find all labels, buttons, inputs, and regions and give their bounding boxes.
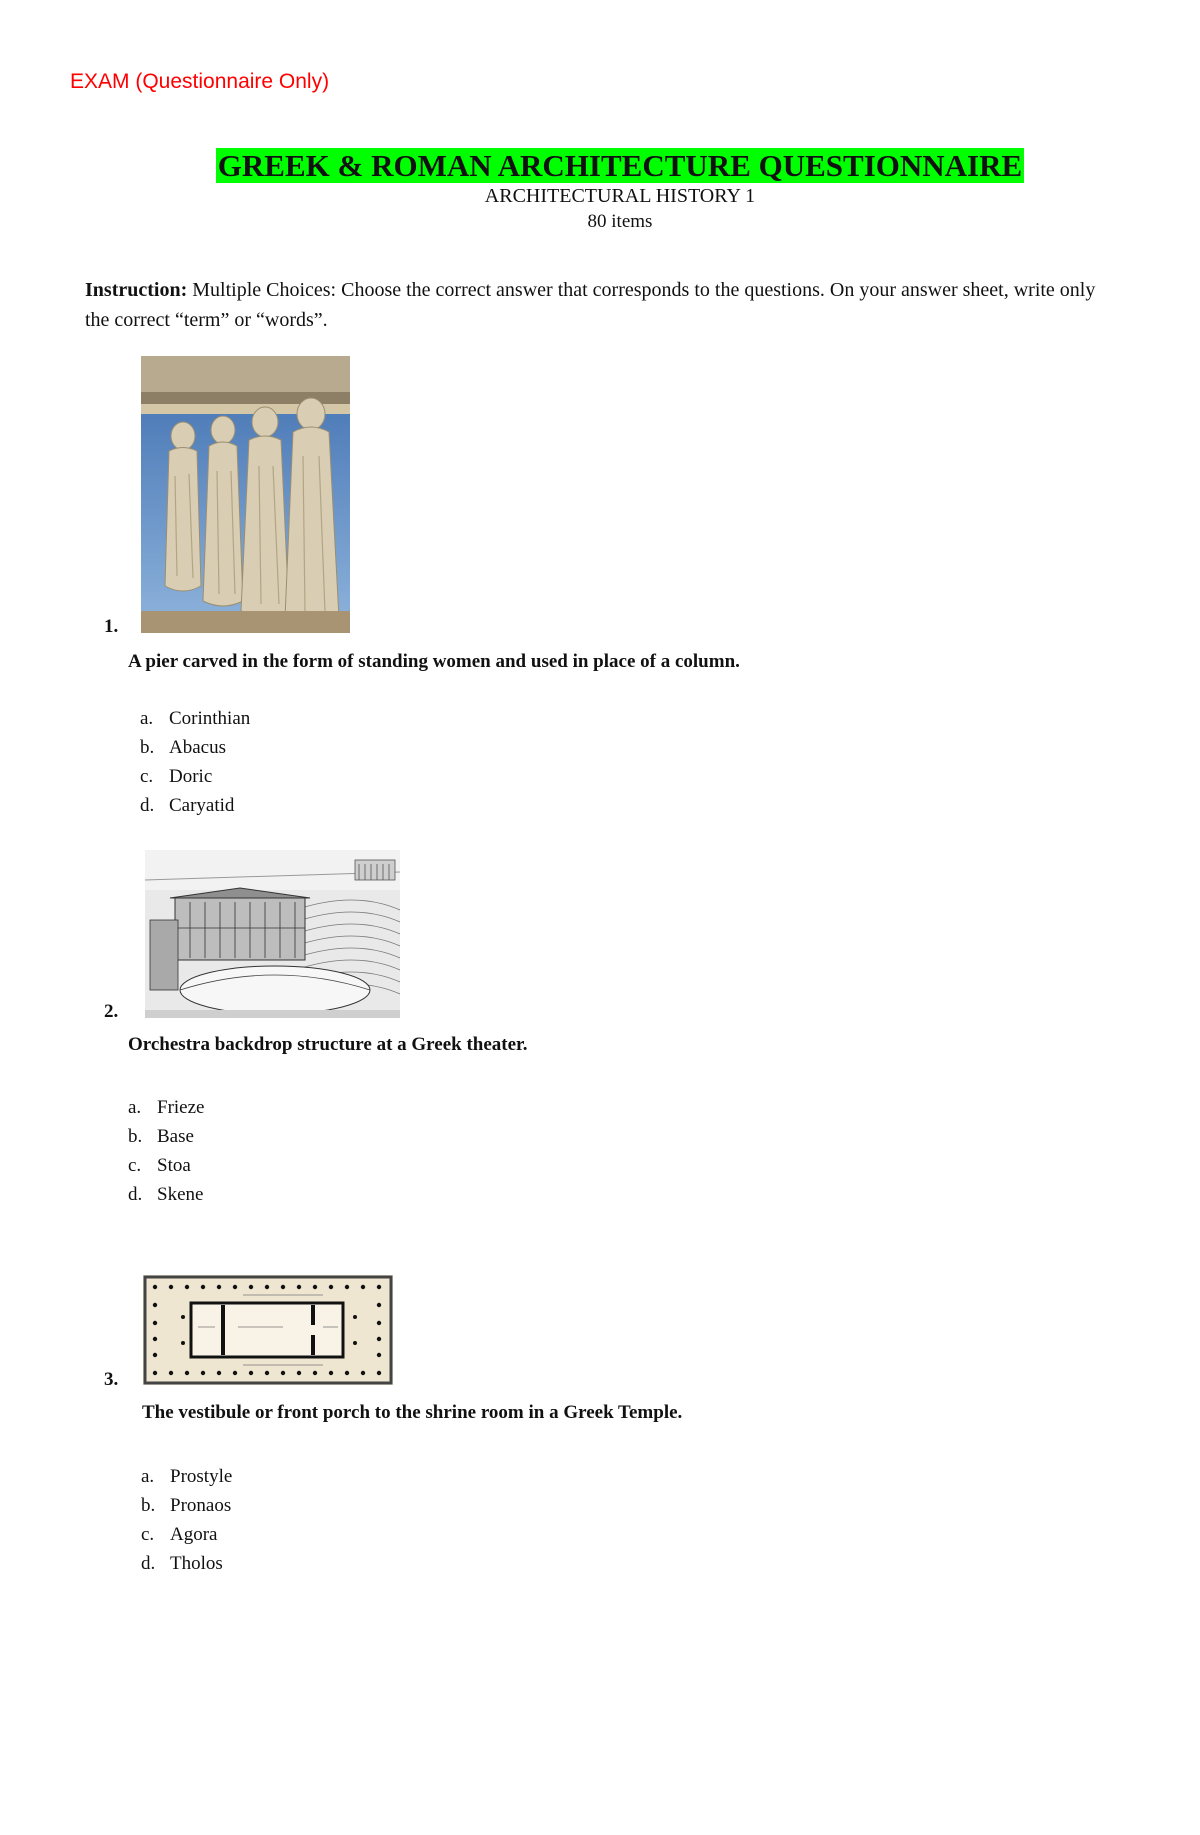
option-text: Abacus <box>169 737 226 758</box>
title-highlight: GREEK & ROMAN ARCHITECTURE QUESTIONNAIRE <box>217 148 1023 183</box>
option-letter: a. <box>141 1466 155 1487</box>
option-letter: c. <box>141 1524 155 1545</box>
option-item[interactable] <box>128 1184 203 1206</box>
option-text: Stoa <box>157 1155 191 1176</box>
question-text: Orchestra backdrop structure at a Greek theater. <box>128 1034 528 1055</box>
option-letter: a. <box>140 708 154 729</box>
option-text: Skene <box>157 1184 204 1205</box>
caryatid-photo <box>141 356 350 633</box>
option-letter: b. <box>141 1495 156 1516</box>
option-item[interactable] <box>141 1495 231 1517</box>
option-item[interactable] <box>141 1553 223 1575</box>
greek-theater-drawing <box>145 850 400 1018</box>
question-number: 1. <box>104 616 119 637</box>
option-item[interactable] <box>141 1524 217 1546</box>
option-item[interactable] <box>128 1126 194 1148</box>
option-item[interactable] <box>140 737 226 759</box>
option-item[interactable] <box>141 1466 232 1488</box>
option-letter: b. <box>128 1126 143 1147</box>
option-text: Caryatid <box>169 795 235 816</box>
option-letter: d. <box>128 1184 143 1205</box>
item-count: 80 items <box>587 211 653 232</box>
exam-label: EXAM (Questionnaire Only) <box>70 70 330 93</box>
question-number: 3. <box>104 1369 119 1390</box>
option-item[interactable] <box>140 795 234 817</box>
question-text: A pier carved in the form of standing women and used in place of a column. <box>128 651 740 672</box>
option-item[interactable] <box>128 1155 191 1177</box>
instruction-label: Instruction: <box>85 279 188 301</box>
option-letter: c. <box>140 766 154 787</box>
temple-plan-diagram <box>143 1275 393 1385</box>
instruction-paragraph <box>85 275 1115 335</box>
option-letter: a. <box>128 1097 142 1118</box>
option-text: Tholos <box>170 1553 223 1574</box>
option-text: Agora <box>170 1524 218 1545</box>
option-text: Frieze <box>157 1097 205 1118</box>
option-text: Doric <box>169 766 213 787</box>
option-letter: b. <box>140 737 155 758</box>
page-title <box>0 148 1200 184</box>
option-letter: d. <box>141 1553 156 1574</box>
option-letter: c. <box>128 1155 142 1176</box>
page-subtitle: ARCHITECTURAL HISTORY 1 <box>484 185 756 207</box>
option-text: Corinthian <box>169 708 251 729</box>
option-item[interactable] <box>140 766 212 788</box>
instruction-text: Multiple Choices: Choose the correct answer that corresponds to the questions. On your answer sheet, write only the correct “term” or “words”. <box>85 279 1096 331</box>
option-text: Base <box>157 1126 194 1147</box>
option-item[interactable] <box>128 1097 204 1119</box>
option-text: Pronaos <box>170 1495 232 1516</box>
option-text: Prostyle <box>170 1466 233 1487</box>
question-text: The vestibule or front porch to the shrine room in a Greek Temple. <box>142 1402 683 1423</box>
question-number: 2. <box>104 1001 119 1022</box>
option-item[interactable] <box>140 708 250 730</box>
option-letter: d. <box>140 795 155 816</box>
